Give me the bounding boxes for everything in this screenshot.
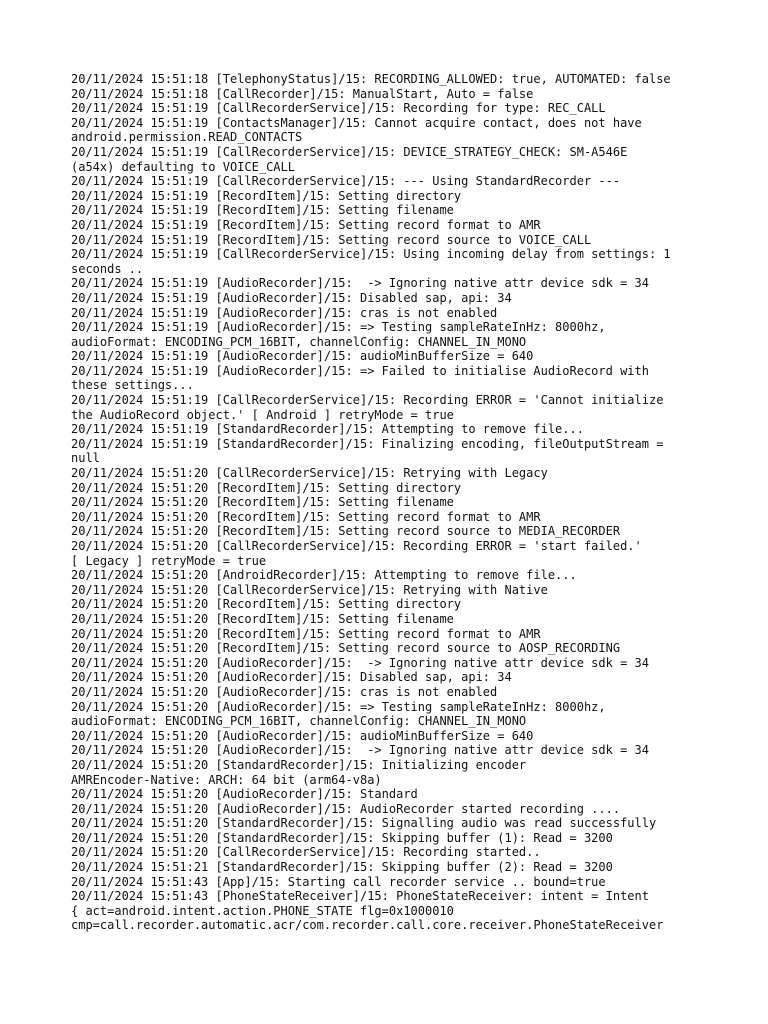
log-line: 20/11/2024 15:51:19 [CallRecorderService]/15: Using incoming delay from settings: 1 [71,247,671,262]
log-line: android.permission.READ_CONTACTS [71,130,303,145]
log-line: 20/11/2024 15:51:20 [StandardRecorder]/15: Initializing encoder [71,757,527,772]
log-line: 20/11/2024 15:51:19 [CallRecorderService]/15: Recording for type: REC_CALL [71,101,606,116]
log-line: 20/11/2024 15:51:20 [AudioRecorder]/15: Disabled sap, api: 34 [71,670,512,685]
log-line: 20/11/2024 15:51:21 [StandardRecorder]/15: Skipping buffer (2): Read = 3200 [71,860,613,875]
log-line: 20/11/2024 15:51:20 [CallRecorderService]/15: Retrying with Legacy [71,466,548,481]
log-line: 20/11/2024 15:51:20 [AudioRecorder]/15: cras is not enabled [71,684,498,699]
log-line: 20/11/2024 15:51:19 [CallRecorderService]/15: --- Using StandardRecorder --- [71,174,621,189]
log-line: cmp=call.recorder.automatic.acr/com.recorder.call.core.receiver.PhoneStateReceiver [71,918,664,933]
log-line: audioFormat: ENCODING_PCM_16BIT, channelConfig: CHANNEL_IN_MONO [71,334,527,349]
log-line: 20/11/2024 15:51:20 [RecordItem]/15: Setting record source to AOSP_RECORDING [71,641,621,656]
log-line: 20/11/2024 15:51:20 [CallRecorderService]/15: Recording ERROR = 'start failed.' [71,539,642,553]
log-line: 20/11/2024 15:51:20 [RecordItem]/15: Setting record format to AMR [71,626,541,641]
log-line: 20/11/2024 15:51:19 [AudioRecorder]/15: => Testing sampleRateInHz: 8000hz, [71,320,606,335]
log-line: 20/11/2024 15:51:20 [AudioRecorder]/15: -> Ignoring native attr device sdk = 34 [71,743,649,758]
log-text-view [71,72,721,933]
log-line: 20/11/2024 15:51:19 [AudioRecorder]/15: => Failed to initialise AudioRecord with [71,363,649,378]
log-line: 20/11/2024 15:51:43 [PhoneStateReceiver]/15: PhoneStateReceiver: intent = Intent [71,889,649,904]
log-line: 20/11/2024 15:51:20 [RecordItem]/15: Setting filename [71,611,454,626]
log-line: 20/11/2024 15:51:20 [AndroidRecorder]/15: Attempting to remove file... [71,568,577,583]
log-line: audioFormat: ENCODING_PCM_16BIT, channelConfig: CHANNEL_IN_MONO [71,714,527,729]
log-line: 20/11/2024 15:51:20 [AudioRecorder]/15: => Testing sampleRateInHz: 8000hz, [71,699,606,714]
log-line: 20/11/2024 15:51:19 [ContactsManager]/15: Cannot acquire contact, does not have [71,115,642,130]
log-line: 20/11/2024 15:51:20 [RecordItem]/15: Setting directory [71,597,462,612]
log-line: 20/11/2024 15:51:19 [AudioRecorder]/15: Disabled sap, api: 34 [71,290,512,305]
log-line: 20/11/2024 15:51:20 [RecordItem]/15: Setting record source to MEDIA_RECORDER [71,524,621,539]
log-line: { act=android.intent.action.PHONE_STATE flg=0x1000010 [71,903,454,918]
log-line: 20/11/2024 15:51:20 [StandardRecorder]/15: Skipping buffer (1): Read = 3200 [71,830,613,845]
log-line: 20/11/2024 15:51:20 [AudioRecorder]/15: audioMinBufferSize = 640 [71,728,534,743]
log-line: 20/11/2024 15:51:20 [CallRecorderService]/15: Recording started.. [71,845,541,860]
log-line: 20/11/2024 15:51:19 [AudioRecorder]/15: cras is not enabled [71,305,498,320]
log-line: 20/11/2024 15:51:19 [CallRecorderService]/15: Recording ERROR = 'Cannot initialize [71,393,664,408]
log-line: 20/11/2024 15:51:19 [CallRecorderService]/15: DEVICE_STRATEGY_CHECK: SM-A546E [71,144,628,159]
log-line: the AudioRecord object.' [ Android ] retryMode = true [71,407,454,422]
log-line: 20/11/2024 15:51:20 [AudioRecorder]/15: AudioRecorder started recording .... [71,801,621,816]
log-line: these settings... [71,378,194,393]
log-line: [ Legacy ] retryMode = true [71,553,267,568]
log-line: seconds .. [71,261,144,276]
log-line: 20/11/2024 15:51:20 [StandardRecorder]/15: Signalling audio was read successfully [71,816,657,831]
log-line: 20/11/2024 15:51:20 [RecordItem]/15: Setting filename [71,495,454,510]
log-line: 20/11/2024 15:51:19 [RecordItem]/15: Setting record source to VOICE_CALL [71,232,592,247]
log-line: 20/11/2024 15:51:43 [App]/15: Starting call recorder service .. bound=true [71,874,606,889]
log-line: 20/11/2024 15:51:20 [RecordItem]/15: Setting directory [71,480,462,495]
log-line: 20/11/2024 15:51:19 [StandardRecorder]/15: Attempting to remove file... [71,422,584,437]
log-line: 20/11/2024 15:51:20 [RecordItem]/15: Setting record format to AMR [71,509,541,524]
log-line: null [71,451,100,466]
log-line: 20/11/2024 15:51:19 [AudioRecorder]/15: -> Ignoring native attr device sdk = 34 [71,276,649,291]
log-line: 20/11/2024 15:51:19 [StandardRecorder]/15: Finalizing encoding, fileOutputStream = [71,436,664,451]
log-line: 20/11/2024 15:51:18 [TelephonyStatus]/15: RECORDING_ALLOWED: true, AUTOMATED: false [71,72,671,86]
log-line: 20/11/2024 15:51:20 [AudioRecorder]/15: -> Ignoring native attr device sdk = 34 [71,655,649,670]
log-line: 20/11/2024 15:51:19 [RecordItem]/15: Setting filename [71,203,454,218]
log-line: 20/11/2024 15:51:18 [CallRecorder]/15: ManualStart, Auto = false [71,86,534,101]
log-line: 20/11/2024 15:51:19 [AudioRecorder]/15: audioMinBufferSize = 640 [71,349,534,364]
log-line: 20/11/2024 15:51:20 [CallRecorderService]/15: Retrying with Native [71,582,548,597]
log-line: 20/11/2024 15:51:20 [AudioRecorder]/15: Standard [71,787,418,802]
log-line: 20/11/2024 15:51:19 [RecordItem]/15: Setting record format to AMR [71,217,541,232]
log-line: AMREncoder-Native: ARCH: 64 bit (arm64-v8a) [71,772,382,787]
log-line: (a54x) defaulting to VOICE_CALL [71,159,295,174]
log-line: 20/11/2024 15:51:19 [RecordItem]/15: Setting directory [71,188,462,203]
